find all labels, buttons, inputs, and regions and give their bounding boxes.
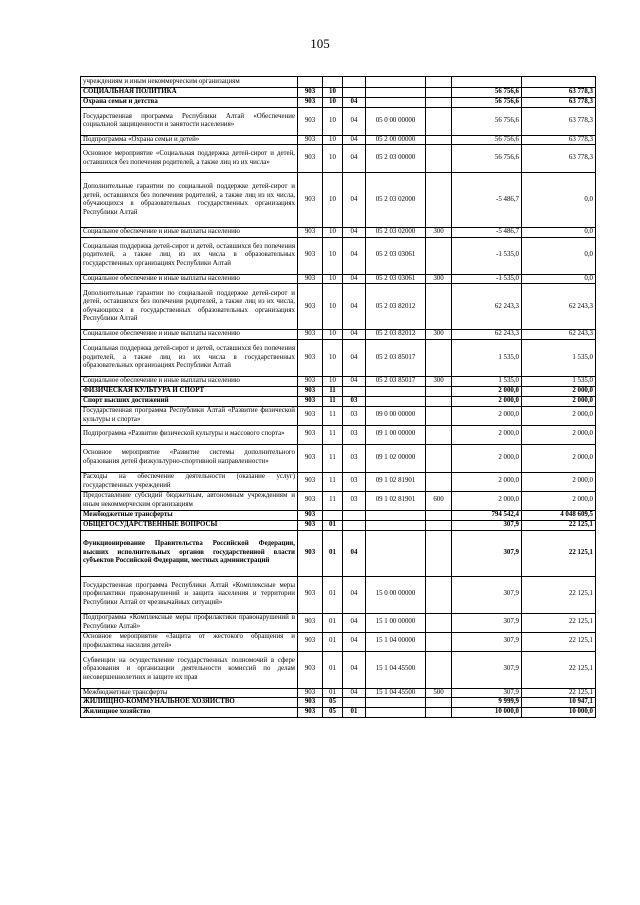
row-sum-2: 63 778,3 xyxy=(522,107,596,135)
row-celevaya-statya: 09 1 02 81901 xyxy=(366,491,426,510)
row-podrazdel: 03 xyxy=(343,396,366,406)
row-name: Социальное обеспечение и иные выплаты населению xyxy=(81,376,298,386)
row-glav: 903 xyxy=(298,530,323,576)
table-row xyxy=(81,613,596,632)
row-glav xyxy=(298,77,323,88)
row-celevaya-statya: 15 0 00 00000 xyxy=(366,576,426,613)
row-razdel: 10 xyxy=(323,145,343,173)
row-name: СОЦИАЛЬНАЯ ПОЛИТИКА xyxy=(81,88,298,98)
row-glav: 903 xyxy=(298,688,323,698)
row-celevaya-statya: 05 0 00 00000 xyxy=(366,107,426,135)
row-name: Дополнительные гарантии по социальной поддержке детей-сирот и детей, оставшихся без попечения родителей, а также лиц из их числа, обучающихся в государственных образовательных организациях Республики Алтай xyxy=(81,284,298,330)
row-celevaya-statya xyxy=(366,98,426,108)
row-razdel: 10 xyxy=(323,339,343,376)
row-name: ЖИЛИЩНО-КОММУНАЛЬНОЕ ХОЗЯЙСТВО xyxy=(81,698,298,708)
table-row xyxy=(81,425,596,444)
row-sum-1: 307,9 xyxy=(452,613,522,632)
row-sum-1: 307,9 xyxy=(452,688,522,698)
table-row xyxy=(81,688,596,698)
row-sum-2: 2 000,0 xyxy=(522,406,596,425)
table-row xyxy=(81,651,596,688)
row-glav: 903 xyxy=(298,145,323,173)
row-sum-1: 307,9 xyxy=(452,651,522,688)
table-row xyxy=(81,530,596,576)
row-razdel: 01 xyxy=(323,688,343,698)
row-sum-1: 307,9 xyxy=(452,576,522,613)
row-sum-2: 22 125,1 xyxy=(522,613,596,632)
row-razdel: 10 xyxy=(323,274,343,284)
table-row xyxy=(81,708,596,718)
row-vid-rashodov xyxy=(426,510,452,520)
row-sum-1: 56 756,6 xyxy=(452,135,522,145)
row-podrazdel: 04 xyxy=(343,237,366,274)
row-podrazdel xyxy=(343,510,366,520)
row-razdel: 10 xyxy=(323,376,343,386)
row-celevaya-statya: 05 2 03 82012 xyxy=(366,284,426,330)
row-vid-rashodov xyxy=(426,444,452,472)
row-razdel: 10 xyxy=(323,173,343,228)
row-celevaya-statya xyxy=(366,530,426,576)
table-row xyxy=(81,510,596,520)
row-celevaya-statya: 05 2 03 02000 xyxy=(366,173,426,228)
row-name: Социальное обеспечение и иные выплаты населению xyxy=(81,330,298,340)
row-vid-rashodov xyxy=(426,386,452,396)
row-sum-1: 62 243,3 xyxy=(452,330,522,340)
table-row xyxy=(81,88,596,98)
row-sum-2: 63 778,3 xyxy=(522,98,596,108)
row-sum-1: -1 535,0 xyxy=(452,237,522,274)
row-podrazdel: 04 xyxy=(343,98,366,108)
row-name: ОБЩЕГОСУДАРСТВЕННЫЕ ВОПРОСЫ xyxy=(81,520,298,530)
row-vid-rashodov xyxy=(426,651,452,688)
row-celevaya-statya xyxy=(366,510,426,520)
row-celevaya-statya xyxy=(366,88,426,98)
row-razdel: 05 xyxy=(323,708,343,718)
row-name: Межбюджетные трансферты xyxy=(81,688,298,698)
row-vid-rashodov xyxy=(426,576,452,613)
row-vid-rashodov xyxy=(426,530,452,576)
row-name: Основное мероприятие «Социальная поддержка детей-сирот и детей, оставшихся без попечения родителей, а также лиц из их числа» xyxy=(81,145,298,173)
row-razdel: 11 xyxy=(323,406,343,425)
table-row xyxy=(81,145,596,173)
row-sum-2: 22 125,1 xyxy=(522,520,596,530)
row-podrazdel: 04 xyxy=(343,632,366,651)
table-row xyxy=(81,406,596,425)
row-name: Спорт высших достижений xyxy=(81,396,298,406)
row-sum-1: 307,9 xyxy=(452,632,522,651)
row-glav: 903 xyxy=(298,444,323,472)
row-name: Социальная поддержка детей-сирот и детей, оставшихся без попечения родителей, а также лиц из их числа в образовательных государственных организациях Республики Алтай xyxy=(81,237,298,274)
row-celevaya-statya: 09 0 00 00000 xyxy=(366,406,426,425)
row-name: Социальное обеспечение и иные выплаты населению xyxy=(81,274,298,284)
row-glav: 903 xyxy=(298,632,323,651)
row-glav: 903 xyxy=(298,491,323,510)
row-glav: 903 xyxy=(298,274,323,284)
row-sum-2: 63 778,3 xyxy=(522,88,596,98)
table-row xyxy=(81,444,596,472)
row-glav: 903 xyxy=(298,425,323,444)
row-name: Государственная программа Республики Алтай «Обеспечение социальной защищенности и занятости населения» xyxy=(81,107,298,135)
row-glav: 903 xyxy=(298,708,323,718)
row-celevaya-statya xyxy=(366,386,426,396)
row-razdel: 01 xyxy=(323,651,343,688)
row-sum-1: 2 000,0 xyxy=(452,444,522,472)
row-razdel: 10 xyxy=(323,98,343,108)
row-name: Подпрограмма «Комплексные меры профилактики правонарушений в Республике Алтай» xyxy=(81,613,298,632)
row-vid-rashodov xyxy=(426,472,452,491)
row-razdel: 01 xyxy=(323,520,343,530)
row-vid-rashodov xyxy=(426,339,452,376)
table-row xyxy=(81,376,596,386)
row-razdel: 11 xyxy=(323,396,343,406)
row-celevaya-statya: 05 2 00 00000 xyxy=(366,135,426,145)
row-sum-1: 56 756,6 xyxy=(452,88,522,98)
table-row xyxy=(81,520,596,530)
row-podrazdel: 01 xyxy=(343,708,366,718)
row-celevaya-statya: 15 1 00 00000 xyxy=(366,613,426,632)
row-sum-1: 2 000,0 xyxy=(452,406,522,425)
row-name: Субвенции на осуществление государственных полномочий в сфере образования и организации деятельности комиссий по делам несовершеннолетних и защите их прав xyxy=(81,651,298,688)
row-podrazdel: 04 xyxy=(343,651,366,688)
table-row xyxy=(81,135,596,145)
row-razdel: 01 xyxy=(323,576,343,613)
row-glav: 903 xyxy=(298,98,323,108)
row-sum-1: 1 535,0 xyxy=(452,339,522,376)
row-sum-2: 22 125,1 xyxy=(522,688,596,698)
table-row xyxy=(81,632,596,651)
budget-table xyxy=(80,76,596,718)
row-sum-1: 2 000,0 xyxy=(452,396,522,406)
row-podrazdel xyxy=(343,698,366,708)
row-name: Жилищное хозяйство xyxy=(81,708,298,718)
row-glav: 903 xyxy=(298,651,323,688)
row-glav: 903 xyxy=(298,520,323,530)
row-glav: 903 xyxy=(298,339,323,376)
row-name: учреждениям и иным некоммерческим организациям xyxy=(81,77,298,88)
row-razdel: 05 xyxy=(323,698,343,708)
row-glav: 903 xyxy=(298,107,323,135)
row-sum-1: 2 000,0 xyxy=(452,472,522,491)
row-sum-1: 10 000,0 xyxy=(452,708,522,718)
row-sum-2 xyxy=(522,77,596,88)
row-razdel xyxy=(323,510,343,520)
row-celevaya-statya xyxy=(366,396,426,406)
row-sum-1: 2 000,0 xyxy=(452,491,522,510)
row-glav: 903 xyxy=(298,386,323,396)
row-sum-2: 2 000,0 xyxy=(522,396,596,406)
row-sum-1: -5 486,7 xyxy=(452,228,522,238)
row-glav: 903 xyxy=(298,135,323,145)
row-sum-1: 9 999,9 xyxy=(452,698,522,708)
table-row xyxy=(81,472,596,491)
row-sum-2: 2 000,0 xyxy=(522,491,596,510)
row-name: Охрана семьи и детства xyxy=(81,98,298,108)
budget-table-body xyxy=(81,77,596,718)
row-podrazdel: 04 xyxy=(343,284,366,330)
row-celevaya-statya xyxy=(366,698,426,708)
row-razdel: 11 xyxy=(323,472,343,491)
table-row xyxy=(81,339,596,376)
table-row xyxy=(81,284,596,330)
row-celevaya-statya: 05 2 03 03061 xyxy=(366,274,426,284)
row-vid-rashodov: 300 xyxy=(426,330,452,340)
row-celevaya-statya: 09 1 02 00000 xyxy=(366,444,426,472)
row-vid-rashodov: 500 xyxy=(426,688,452,698)
row-podrazdel: 04 xyxy=(343,274,366,284)
row-vid-rashodov xyxy=(426,145,452,173)
row-sum-2: 0,0 xyxy=(522,173,596,228)
row-glav: 903 xyxy=(298,330,323,340)
row-vid-rashodov xyxy=(426,107,452,135)
row-podrazdel: 04 xyxy=(343,228,366,238)
row-vid-rashodov xyxy=(426,173,452,228)
row-sum-2: 0,0 xyxy=(522,274,596,284)
row-name: Основное мероприятие «Защита от жестокого обращения и профилактика насилия детей» xyxy=(81,632,298,651)
row-podrazdel: 03 xyxy=(343,425,366,444)
row-podrazdel: 03 xyxy=(343,406,366,425)
row-name: Дополнительные гарантии по социальной поддержке детей-сирот и детей, оставшихся без попечения родителей, а также лиц из их числа, обучающихся в образовательных государственных организациях Республики Алтай xyxy=(81,173,298,228)
row-vid-rashodov xyxy=(426,425,452,444)
row-vid-rashodov xyxy=(426,98,452,108)
row-sum-2: 10 947,1 xyxy=(522,698,596,708)
row-glav: 903 xyxy=(298,613,323,632)
row-celevaya-statya xyxy=(366,708,426,718)
row-celevaya-statya: 05 2 03 82012 xyxy=(366,330,426,340)
row-podrazdel xyxy=(343,77,366,88)
row-vid-rashodov xyxy=(426,77,452,88)
row-name: ФИЗИЧЕСКАЯ КУЛЬТУРА И СПОРТ xyxy=(81,386,298,396)
row-vid-rashodov: 300 xyxy=(426,376,452,386)
table-row xyxy=(81,576,596,613)
row-sum-2: 2 000,0 xyxy=(522,425,596,444)
row-glav: 903 xyxy=(298,173,323,228)
row-razdel: 01 xyxy=(323,530,343,576)
table-row xyxy=(81,77,596,88)
row-name: Социальная поддержка детей-сирот и детей, оставшихся без попечения родителей, а также лиц из их числа в государственных образовательных организациях Республики Алтай xyxy=(81,339,298,376)
table-row xyxy=(81,173,596,228)
row-name: Функционирование Правительства Российской Федерации, высших исполнительных органов государственной власти субъектов Российской Федерации, местных администраций xyxy=(81,530,298,576)
row-sum-1: 62 243,3 xyxy=(452,284,522,330)
table-row xyxy=(81,330,596,340)
row-podrazdel: 04 xyxy=(343,107,366,135)
row-vid-rashodov xyxy=(426,88,452,98)
row-sum-2: 22 125,1 xyxy=(522,651,596,688)
row-vid-rashodov xyxy=(426,708,452,718)
row-sum-1: 307,9 xyxy=(452,520,522,530)
row-razdel: 01 xyxy=(323,632,343,651)
row-sum-1: 2 000,0 xyxy=(452,425,522,444)
row-razdel: 10 xyxy=(323,330,343,340)
row-podrazdel xyxy=(343,88,366,98)
row-razdel: 10 xyxy=(323,135,343,145)
row-sum-1: 794 542,4 xyxy=(452,510,522,520)
row-vid-rashodov xyxy=(426,284,452,330)
row-vid-rashodov xyxy=(426,135,452,145)
row-razdel xyxy=(323,77,343,88)
row-sum-1 xyxy=(452,77,522,88)
row-sum-2: 10 000,0 xyxy=(522,708,596,718)
row-razdel: 11 xyxy=(323,491,343,510)
row-razdel: 10 xyxy=(323,237,343,274)
row-sum-1: 2 000,0 xyxy=(452,386,522,396)
row-glav: 903 xyxy=(298,510,323,520)
row-razdel: 10 xyxy=(323,228,343,238)
row-vid-rashodov xyxy=(426,406,452,425)
row-glav: 903 xyxy=(298,396,323,406)
row-sum-1: 56 756,6 xyxy=(452,98,522,108)
row-name: Основное мероприятие «Развитие системы дополнительного образования детей физкультурно-спортивной направленности» xyxy=(81,444,298,472)
row-sum-2: 63 778,3 xyxy=(522,135,596,145)
row-podrazdel: 04 xyxy=(343,376,366,386)
row-celevaya-statya xyxy=(366,520,426,530)
row-name: Межбюджетные трансферты xyxy=(81,510,298,520)
row-celevaya-statya: 15 1 04 45500 xyxy=(366,651,426,688)
row-vid-rashodov xyxy=(426,632,452,651)
row-sum-2: 0,0 xyxy=(522,228,596,238)
row-podrazdel: 04 xyxy=(343,330,366,340)
row-glav: 903 xyxy=(298,406,323,425)
row-podrazdel xyxy=(343,520,366,530)
row-sum-1: 307,9 xyxy=(452,530,522,576)
row-razdel: 11 xyxy=(323,425,343,444)
row-podrazdel: 04 xyxy=(343,576,366,613)
row-podrazdel: 04 xyxy=(343,688,366,698)
row-vid-rashodov xyxy=(426,396,452,406)
row-vid-rashodov: 300 xyxy=(426,228,452,238)
row-sum-1: 56 756,6 xyxy=(452,145,522,173)
row-sum-2: 2 000,0 xyxy=(522,444,596,472)
table-row xyxy=(81,698,596,708)
table-row xyxy=(81,386,596,396)
row-celevaya-statya: 15 1 04 45500 xyxy=(366,688,426,698)
row-sum-2: 62 243,3 xyxy=(522,284,596,330)
row-name: Социальное обеспечение и иные выплаты населению xyxy=(81,228,298,238)
row-podrazdel: 03 xyxy=(343,444,366,472)
row-glav: 903 xyxy=(298,228,323,238)
row-glav: 903 xyxy=(298,698,323,708)
row-sum-1: 56 756,6 xyxy=(452,107,522,135)
row-glav: 903 xyxy=(298,284,323,330)
row-glav: 903 xyxy=(298,237,323,274)
row-razdel: 10 xyxy=(323,107,343,135)
row-vid-rashodov xyxy=(426,520,452,530)
table-row xyxy=(81,228,596,238)
row-sum-2: 1 535,0 xyxy=(522,376,596,386)
row-razdel: 11 xyxy=(323,386,343,396)
row-glav: 903 xyxy=(298,576,323,613)
row-podrazdel: 04 xyxy=(343,613,366,632)
row-celevaya-statya: 15 1 04 00000 xyxy=(366,632,426,651)
row-name: Расходы на обеспечение деятельности (оказание услуг) государственных учреждений xyxy=(81,472,298,491)
table-row xyxy=(81,274,596,284)
row-celevaya-statya: 09 1 02 81901 xyxy=(366,472,426,491)
row-sum-2: 63 778,3 xyxy=(522,145,596,173)
row-name: Подпрограмма «Охрана семьи и детей» xyxy=(81,135,298,145)
row-sum-1: -5 486,7 xyxy=(452,173,522,228)
row-celevaya-statya: 05 2 03 03061 xyxy=(366,237,426,274)
row-celevaya-statya: 05 2 03 85017 xyxy=(366,376,426,386)
row-celevaya-statya: 05 2 03 85017 xyxy=(366,339,426,376)
row-sum-2: 2 000,0 xyxy=(522,386,596,396)
row-sum-1: 1 535,0 xyxy=(452,376,522,386)
table-row xyxy=(81,107,596,135)
row-sum-2: 22 125,1 xyxy=(522,576,596,613)
row-razdel: 10 xyxy=(323,88,343,98)
row-glav: 903 xyxy=(298,472,323,491)
row-glav: 903 xyxy=(298,376,323,386)
row-podrazdel: 04 xyxy=(343,145,366,173)
row-celevaya-statya xyxy=(366,77,426,88)
row-name: Государственная программа Республики Алтай «Комплексные меры профилактики правонарушений и защита населения и территории Республики Алтай от чрезвычайных ситуаций» xyxy=(81,576,298,613)
row-vid-rashodov xyxy=(426,237,452,274)
row-name: Предоставление субсидий бюджетным, автономным учреждениям и иным некоммерческим организациям xyxy=(81,491,298,510)
row-vid-rashodov xyxy=(426,613,452,632)
row-name: Государственная программа Республики Алтай «Развитие физической культуры и спорта» xyxy=(81,406,298,425)
row-razdel: 01 xyxy=(323,613,343,632)
row-celevaya-statya: 09 1 00 00000 xyxy=(366,425,426,444)
row-podrazdel: 04 xyxy=(343,173,366,228)
table-row xyxy=(81,396,596,406)
row-sum-2: 1 535,0 xyxy=(522,339,596,376)
row-glav: 903 xyxy=(298,88,323,98)
row-sum-2: 2 000,0 xyxy=(522,472,596,491)
row-podrazdel: 03 xyxy=(343,491,366,510)
row-razdel: 10 xyxy=(323,284,343,330)
row-sum-2: 0,0 xyxy=(522,237,596,274)
row-sum-1: -1 535,0 xyxy=(452,274,522,284)
table-row xyxy=(81,491,596,510)
row-sum-2: 62 243,3 xyxy=(522,330,596,340)
table-row xyxy=(81,237,596,274)
row-name: Подпрограмма «Развитие физической культуры и массового спорта» xyxy=(81,425,298,444)
table-row xyxy=(81,98,596,108)
row-podrazdel: 04 xyxy=(343,530,366,576)
row-razdel: 11 xyxy=(323,444,343,472)
row-vid-rashodov: 600 xyxy=(426,491,452,510)
row-celevaya-statya: 05 2 03 02000 xyxy=(366,228,426,238)
row-podrazdel xyxy=(343,386,366,396)
row-celevaya-statya: 05 2 03 00000 xyxy=(366,145,426,173)
row-sum-2: 22 125,1 xyxy=(522,632,596,651)
page-number: 105 xyxy=(310,36,330,51)
row-podrazdel: 03 xyxy=(343,472,366,491)
row-sum-2: 22 125,1 xyxy=(522,530,596,576)
row-sum-2: 4 048 609,5 xyxy=(522,510,596,520)
row-vid-rashodov: 300 xyxy=(426,274,452,284)
row-podrazdel: 04 xyxy=(343,339,366,376)
row-podrazdel: 04 xyxy=(343,135,366,145)
row-vid-rashodov xyxy=(426,698,452,708)
